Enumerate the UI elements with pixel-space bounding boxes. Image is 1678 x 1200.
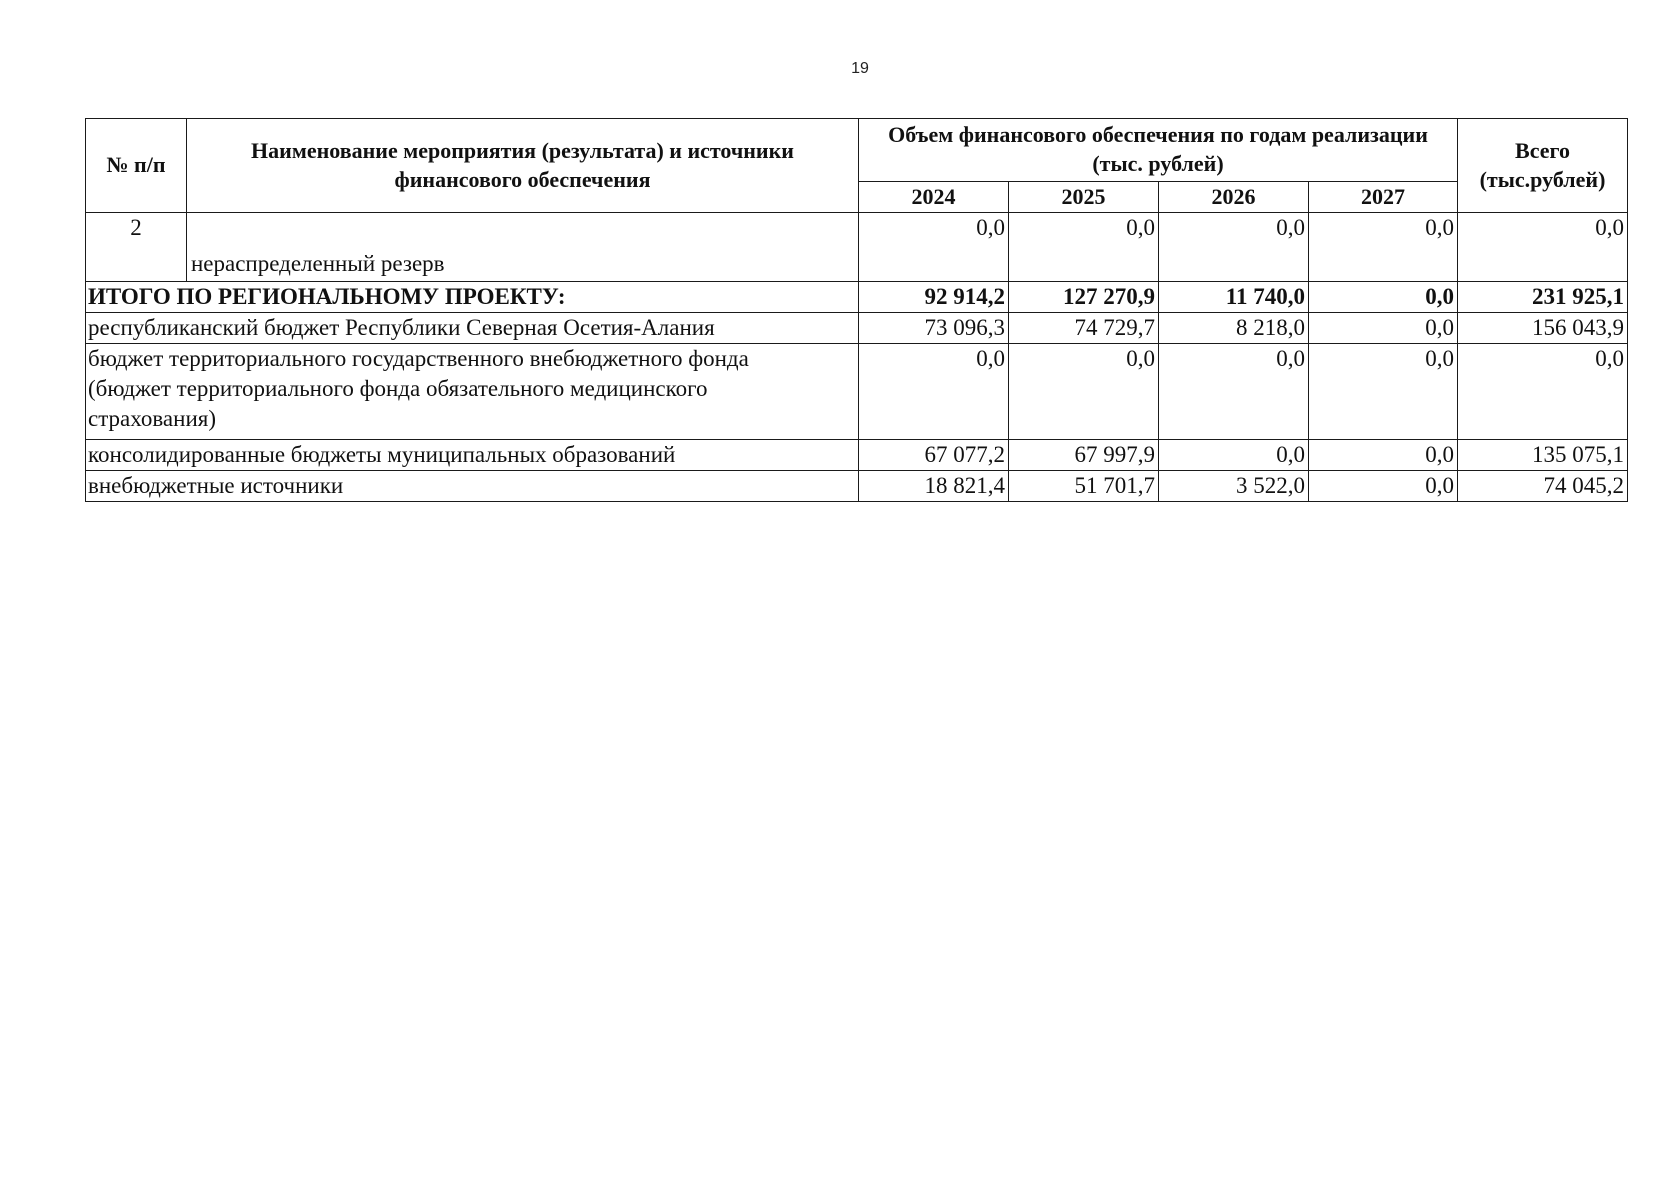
value-2026: 0,0 (1159, 344, 1309, 440)
header-year-2026: 2026 (1159, 182, 1309, 213)
value-2026: 8 218,0 (1159, 313, 1309, 344)
value-2027: 0,0 (1309, 213, 1458, 282)
value-total: 135 075,1 (1458, 440, 1628, 471)
value-2027: 0,0 (1309, 440, 1458, 471)
value-2026: 3 522,0 (1159, 471, 1309, 502)
value-2027: 0,0 (1309, 313, 1458, 344)
value-2027: 0,0 (1309, 282, 1458, 313)
value-2024: 0,0 (859, 344, 1009, 440)
value-2025: 0,0 (1009, 213, 1159, 282)
financing-table (85, 118, 1628, 502)
header-name: Наименование мероприятия (результата) и источники финансового обеспечения (187, 119, 859, 213)
value-total: 0,0 (1458, 344, 1628, 440)
table-row (86, 440, 1628, 471)
value-2027: 0,0 (1309, 471, 1458, 502)
row-name: нераспределенный резерв (191, 251, 445, 276)
row-num: 2 (86, 213, 187, 282)
value-2025: 0,0 (1009, 344, 1159, 440)
value-total: 0,0 (1458, 213, 1628, 282)
value-2026: 0,0 (1159, 440, 1309, 471)
value-2024: 18 821,4 (859, 471, 1009, 502)
value-2024: 67 077,2 (859, 440, 1009, 471)
header-year-2027: 2027 (1309, 182, 1458, 213)
value-2024: 73 096,3 (859, 313, 1009, 344)
table-row (86, 213, 1628, 282)
value-2024: 92 914,2 (859, 282, 1009, 313)
header-total: Всего (тыс.рублей) (1458, 119, 1628, 213)
header-year-2024: 2024 (859, 182, 1009, 213)
page-number: 19 (851, 60, 869, 77)
row-name: консолидированные бюджеты муниципальных образований (86, 440, 859, 471)
row-name: ИТОГО ПО РЕГИОНАЛЬНОМУ ПРОЕКТУ: (86, 282, 859, 313)
value-total: 74 045,2 (1458, 471, 1628, 502)
header-row (86, 119, 1628, 182)
value-2025: 127 270,9 (1009, 282, 1159, 313)
table-row (86, 471, 1628, 502)
header-num: № п/п (86, 119, 187, 213)
row-name: внебюджетные источники (86, 471, 859, 502)
table-row (86, 313, 1628, 344)
value-2026: 0,0 (1159, 213, 1309, 282)
table-row-total (86, 282, 1628, 313)
row-name-cell (187, 213, 859, 282)
value-2027: 0,0 (1309, 344, 1458, 440)
header-years-group: Объем финансового обеспечения по годам реализации (тыс. рублей) (859, 119, 1458, 182)
value-total: 231 925,1 (1458, 282, 1628, 313)
value-2025: 51 701,7 (1009, 471, 1159, 502)
value-2025: 67 997,9 (1009, 440, 1159, 471)
table-row (86, 344, 1628, 440)
value-total: 156 043,9 (1458, 313, 1628, 344)
header-year-2025: 2025 (1009, 182, 1159, 213)
value-2026: 11 740,0 (1159, 282, 1309, 313)
row-name: республиканский бюджет Республики Северная Осетия-Алания (86, 313, 859, 344)
row-name: бюджет территориального государственного внебюджетного фонда (бюджет территориального фонда обязательного медицинского страхования) (86, 344, 859, 440)
value-2024: 0,0 (859, 213, 1009, 282)
value-2025: 74 729,7 (1009, 313, 1159, 344)
